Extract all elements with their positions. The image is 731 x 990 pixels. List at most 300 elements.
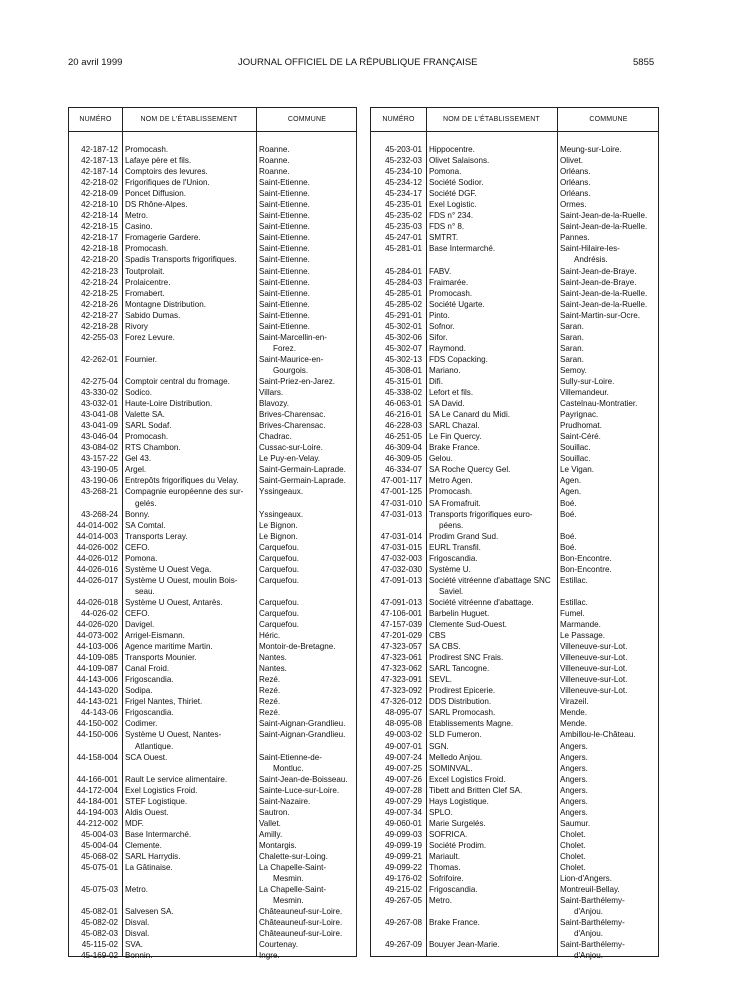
cell-nom: Gel 43. bbox=[125, 454, 152, 464]
cell-numero: 45-285-02 bbox=[385, 299, 422, 309]
table-row bbox=[371, 641, 658, 652]
cell-nom: Comptoir central du fromage. bbox=[125, 376, 230, 386]
cell-numero: 42-218-18 bbox=[81, 244, 118, 254]
cell-commune: Amilly. bbox=[259, 829, 283, 839]
table-row bbox=[69, 420, 356, 431]
table-row bbox=[371, 155, 658, 166]
table-row bbox=[371, 321, 658, 332]
table-right-body bbox=[371, 144, 658, 961]
table-row bbox=[69, 509, 356, 520]
table-left bbox=[68, 107, 357, 961]
cell-nom: Prodirest SNC Frais. bbox=[429, 653, 504, 663]
cell-commune: Saint-Etienne-de- bbox=[259, 752, 322, 762]
cell-commune: Saint-Barthélemy- bbox=[560, 918, 625, 928]
cell-commune: Montluc. bbox=[273, 763, 304, 773]
table-row bbox=[371, 873, 658, 884]
cell-numero: 45-302-01 bbox=[385, 321, 422, 331]
cell-nom: Metro. bbox=[125, 211, 148, 221]
table-row bbox=[371, 774, 658, 785]
cell-commune: Rezé. bbox=[259, 686, 281, 696]
cell-numero: 43-190-05 bbox=[81, 465, 118, 475]
table-row bbox=[371, 729, 658, 740]
cell-commune: Saint-Etienne. bbox=[259, 189, 310, 199]
cell-commune: Saint-Germain-Laprade. bbox=[259, 465, 346, 475]
table-row bbox=[69, 597, 356, 608]
cell-commune: Yssingeaux. bbox=[259, 487, 304, 497]
cell-numero: 42-218-10 bbox=[81, 200, 118, 210]
table-row bbox=[69, 266, 356, 277]
cell-commune: Châteauneuf-sur-Loire. bbox=[259, 929, 343, 939]
cell-numero: 42-275-04 bbox=[81, 376, 118, 386]
cell-nom: Société vitréenne d'abattage SNC bbox=[429, 575, 551, 585]
cell-commune: Ingre. bbox=[259, 951, 280, 961]
cell-commune: Saint-Jean-de-Braye. bbox=[560, 266, 637, 276]
cell-numero: 44-143-06 bbox=[81, 708, 118, 718]
cell-nom: Société Prodim. bbox=[429, 840, 487, 850]
cell-nom: Pinto. bbox=[429, 310, 450, 320]
cell-nom: Frigoscandia. bbox=[125, 708, 174, 718]
cell-commune: Agen. bbox=[560, 476, 582, 486]
cell-commune: Boé. bbox=[560, 509, 577, 519]
cell-numero: 47-201-029 bbox=[380, 631, 422, 641]
cell-numero: 45-004-04 bbox=[81, 840, 118, 850]
cell-nom: Bonny. bbox=[125, 509, 150, 519]
table-row bbox=[371, 442, 658, 453]
cell-numero: 43-268-24 bbox=[81, 509, 118, 519]
table-row bbox=[69, 564, 356, 575]
cell-nom: Prodirest Epicerie. bbox=[429, 686, 496, 696]
cell-commune: Angers. bbox=[560, 807, 588, 817]
table-row bbox=[69, 155, 356, 166]
cell-numero: 45-082-01 bbox=[81, 907, 118, 917]
cell-numero: 45-302-06 bbox=[385, 332, 422, 342]
cell-numero: 47-323-091 bbox=[380, 675, 422, 685]
cell-numero: 46-309-05 bbox=[385, 454, 422, 464]
table-row bbox=[69, 232, 356, 243]
cell-commune: Nantes. bbox=[259, 664, 287, 674]
cell-commune: Meung-sur-Loire. bbox=[560, 145, 622, 154]
table-row bbox=[69, 652, 356, 663]
cell-nom: Entrepôts frigorifiques du Velay. bbox=[125, 476, 239, 486]
table-row bbox=[371, 188, 658, 199]
cell-commune: Saint-Aignan-Grandlieu. bbox=[259, 719, 346, 729]
cell-numero: 47-323-062 bbox=[380, 664, 422, 674]
cell-commune: Carquefou. bbox=[259, 608, 300, 618]
cell-commune: Rezé. bbox=[259, 697, 281, 707]
cell-commune: Nantes. bbox=[259, 653, 287, 663]
cell-commune: Saint-Jean-de-la-Ruelle. bbox=[560, 222, 648, 232]
cell-commune: Chalette-sur-Loing. bbox=[259, 852, 328, 861]
cell-numero: 45-315-01 bbox=[385, 376, 422, 386]
table-row bbox=[69, 376, 356, 387]
cell-nom: Clemente. bbox=[125, 840, 162, 850]
cell-commune: Saint-Jean-de-la-Ruelle. bbox=[560, 211, 648, 221]
cell-numero: 42-218-27 bbox=[81, 310, 118, 320]
cell-commune: Angers. bbox=[560, 741, 588, 751]
col-header-commune: COMMUNE bbox=[287, 116, 327, 123]
table-row bbox=[69, 763, 356, 774]
cell-numero: 43-032-01 bbox=[81, 399, 118, 409]
cell-nom: Atlantique. bbox=[135, 741, 174, 751]
cell-nom: Frigel Nantes, Thiriet. bbox=[125, 697, 203, 707]
cell-nom: SEVL. bbox=[429, 675, 452, 685]
cell-numero: 46-251-05 bbox=[385, 432, 422, 442]
cell-nom: SOFRICA. bbox=[429, 829, 468, 839]
cell-numero: 47-032-030 bbox=[380, 564, 422, 574]
table-row bbox=[69, 243, 356, 254]
cell-nom: Barbelin Huguet. bbox=[429, 608, 490, 618]
cell-numero: 44-143-006 bbox=[76, 675, 118, 685]
table-row bbox=[69, 829, 356, 840]
table-row bbox=[371, 210, 658, 221]
cell-numero: 45-308-01 bbox=[385, 365, 422, 375]
cell-numero: 45-082-02 bbox=[81, 918, 118, 928]
cell-nom: Système U. bbox=[429, 564, 471, 574]
table-row bbox=[371, 685, 658, 696]
cell-commune: Saint-Etienne. bbox=[259, 222, 310, 232]
cell-commune: Brives-Charensac. bbox=[259, 410, 326, 420]
cell-numero: 42-218-17 bbox=[81, 233, 118, 243]
cell-commune: Carquefou. bbox=[259, 597, 300, 607]
cell-commune: Pannes. bbox=[560, 233, 590, 243]
table-row bbox=[371, 420, 658, 431]
cell-commune: Saint-Jean-de-la-Ruelle. bbox=[560, 299, 648, 309]
cell-numero: 46-063-01 bbox=[385, 399, 422, 409]
table-row bbox=[371, 707, 658, 718]
cell-nom: Société DGF. bbox=[429, 189, 477, 199]
cell-commune: Angers. bbox=[560, 785, 588, 795]
table-row bbox=[69, 398, 356, 409]
table-row bbox=[371, 939, 658, 950]
cell-numero: 43-041-08 bbox=[81, 410, 118, 420]
cell-commune: Orléans. bbox=[560, 189, 591, 199]
cell-commune: Saint-Etienne. bbox=[259, 321, 310, 331]
table-row bbox=[371, 376, 658, 387]
cell-nom: Valette SA. bbox=[125, 410, 165, 420]
table-row bbox=[371, 741, 658, 752]
table-row bbox=[371, 277, 658, 288]
cell-nom: Marie Surgelés. bbox=[429, 818, 486, 828]
cell-nom: CEFO. bbox=[125, 608, 150, 618]
table-row bbox=[371, 619, 658, 630]
cell-numero: 45-284-03 bbox=[385, 277, 422, 287]
cell-numero: 42-262-01 bbox=[81, 354, 118, 364]
table-row bbox=[371, 674, 658, 685]
cell-numero: 42-187-14 bbox=[81, 167, 118, 177]
cell-commune: Chadrac. bbox=[259, 432, 292, 442]
table-row bbox=[69, 166, 356, 177]
cell-numero: 46-334-07 bbox=[385, 465, 422, 475]
cell-numero: 44-014-003 bbox=[76, 531, 118, 541]
cell-commune: Saran. bbox=[560, 343, 584, 353]
cell-numero: 49-007-25 bbox=[385, 763, 422, 773]
cell-numero: 44-172-004 bbox=[76, 785, 118, 795]
table-row bbox=[371, 398, 658, 409]
cell-nom: RTS Chambon. bbox=[125, 443, 181, 453]
table-row bbox=[371, 199, 658, 210]
cell-nom: Pomona. bbox=[125, 553, 158, 563]
cell-numero: 47-323-092 bbox=[380, 686, 422, 696]
table-row bbox=[371, 288, 658, 299]
cell-commune: Le Vigan. bbox=[560, 465, 595, 475]
cell-nom: Compagnie européenne des sur- bbox=[125, 487, 244, 497]
table-row bbox=[371, 630, 658, 641]
cell-numero: 44-026-020 bbox=[76, 620, 118, 630]
cell-nom: CEFO. bbox=[125, 542, 150, 552]
cell-commune: Ambillou-le-Château. bbox=[560, 730, 636, 740]
cell-numero: 42-218-20 bbox=[81, 255, 118, 265]
table-row bbox=[69, 310, 356, 321]
table-row bbox=[371, 498, 658, 509]
cell-numero: 42-218-02 bbox=[81, 178, 118, 188]
cell-numero: 44-026-016 bbox=[76, 564, 118, 574]
cell-commune: Virazeil. bbox=[560, 697, 589, 707]
cell-numero: 44-143-021 bbox=[76, 697, 118, 707]
cell-numero: 45-281-01 bbox=[385, 244, 422, 254]
cell-nom: Prolaicentre. bbox=[125, 277, 171, 287]
cell-nom: Hippocentre. bbox=[429, 145, 475, 154]
cell-nom: Arrigel-Eismann. bbox=[125, 631, 185, 641]
table-row bbox=[69, 520, 356, 531]
table-row bbox=[69, 343, 356, 354]
table-row bbox=[69, 774, 356, 785]
cell-nom: SARL Tancogne. bbox=[429, 664, 490, 674]
cell-commune: Saint-Etienne. bbox=[259, 310, 310, 320]
cell-numero: 45-284-01 bbox=[385, 266, 422, 276]
cell-nom: Poncet Diffusion. bbox=[125, 189, 187, 199]
cell-numero: 44-212-002 bbox=[76, 818, 118, 828]
cell-nom: Raymond. bbox=[429, 343, 466, 353]
cell-nom: Prodim Grand Sud. bbox=[429, 531, 499, 541]
cell-nom: SA Comtal. bbox=[125, 520, 166, 530]
cell-commune: Le Bignon. bbox=[259, 531, 298, 541]
cell-nom: Casino. bbox=[125, 222, 153, 232]
table-row bbox=[69, 884, 356, 895]
cell-nom: Canal Froid. bbox=[125, 664, 170, 674]
table-row bbox=[69, 553, 356, 564]
cell-nom: FDS n° 8. bbox=[429, 222, 465, 232]
table-row bbox=[69, 387, 356, 398]
cell-commune: Marmande. bbox=[560, 620, 601, 630]
cell-nom: Brake France. bbox=[429, 443, 480, 453]
cell-numero: 47-326-012 bbox=[380, 697, 422, 707]
cell-commune: Prudhomat. bbox=[560, 421, 602, 431]
table-row bbox=[69, 464, 356, 475]
col-header-numero: NUMÉRO bbox=[79, 116, 112, 123]
cell-commune: Roanne. bbox=[259, 145, 290, 154]
cell-commune: Villeneuve-sur-Lot. bbox=[560, 686, 628, 696]
cell-nom: Société vitréenne d'abattage. bbox=[429, 597, 534, 607]
cell-numero: 45-247-01 bbox=[385, 233, 422, 243]
cell-numero: 44-194-003 bbox=[76, 807, 118, 817]
cell-commune: Saint-Hilaire-les- bbox=[560, 244, 620, 254]
cell-commune: Estillac. bbox=[560, 597, 588, 607]
table-row bbox=[69, 475, 356, 486]
cell-commune: Forez. bbox=[273, 343, 296, 353]
table-row bbox=[69, 498, 356, 509]
cell-commune: Ormes. bbox=[560, 200, 587, 210]
cell-nom: SARL Harrydis. bbox=[125, 852, 181, 861]
table-row bbox=[69, 409, 356, 420]
cell-commune: Boé. bbox=[560, 542, 577, 552]
cell-numero: 45-004-03 bbox=[81, 829, 118, 839]
cell-nom: Lefort et fils. bbox=[429, 388, 474, 398]
cell-nom: gelés. bbox=[135, 498, 157, 508]
cell-numero: 42-218-14 bbox=[81, 211, 118, 221]
cell-numero: 47-106-001 bbox=[380, 608, 422, 618]
cell-numero: 47-323-057 bbox=[380, 642, 422, 652]
cell-numero: 42-218-15 bbox=[81, 222, 118, 232]
cell-numero: 49-099-21 bbox=[385, 852, 422, 861]
table-left-body bbox=[69, 144, 356, 961]
cell-nom: Pomona. bbox=[429, 167, 462, 177]
cell-commune: Villars. bbox=[259, 388, 284, 398]
cell-commune: Cholet. bbox=[560, 863, 586, 873]
cell-commune: Villeneuve-sur-Lot. bbox=[560, 642, 628, 652]
cell-nom: Promocash. bbox=[429, 487, 473, 497]
table-row bbox=[371, 431, 658, 442]
table-row bbox=[69, 321, 356, 332]
cell-nom: Agence maritime Martin. bbox=[125, 642, 213, 652]
cell-commune: Cholet. bbox=[560, 840, 586, 850]
table-row bbox=[69, 199, 356, 210]
cell-numero: 44-158-004 bbox=[76, 752, 118, 762]
cell-numero: 47-001-125 bbox=[380, 487, 422, 497]
col-header-commune: COMMUNE bbox=[589, 116, 628, 123]
cell-numero: 43-268-21 bbox=[81, 487, 118, 497]
table-row bbox=[371, 597, 658, 608]
table-row bbox=[371, 884, 658, 895]
table-row bbox=[371, 166, 658, 177]
cell-numero: 49-007-28 bbox=[385, 785, 422, 795]
table-row bbox=[371, 652, 658, 663]
cell-nom: Sodipa. bbox=[125, 686, 153, 696]
cell-nom: Disval. bbox=[125, 918, 150, 928]
cell-nom: SA Le Canard du Midi. bbox=[429, 410, 510, 420]
cell-nom: Rault Le service alimentaire. bbox=[125, 774, 228, 784]
cell-numero: 47-031-015 bbox=[380, 542, 422, 552]
cell-nom: DS Rhône-Alpes. bbox=[125, 200, 188, 210]
cell-commune: Saint-Etienne. bbox=[259, 200, 310, 210]
cell-nom: Metro Agen. bbox=[429, 476, 473, 486]
cell-numero: 46-216-01 bbox=[385, 410, 422, 420]
cell-numero: 44-026-002 bbox=[76, 542, 118, 552]
cell-commune: Mende. bbox=[560, 708, 587, 718]
table-row bbox=[371, 895, 658, 906]
cell-nom: Système U Ouest Vega. bbox=[125, 564, 212, 574]
cell-nom: SARL Promocash. bbox=[429, 708, 496, 718]
table-row bbox=[69, 453, 356, 464]
cell-numero: 42-218-25 bbox=[81, 288, 118, 298]
table-row bbox=[371, 553, 658, 564]
cell-commune: Saint-Aignan-Grandlieu. bbox=[259, 730, 346, 740]
table-row bbox=[69, 221, 356, 232]
cell-nom: Disval. bbox=[125, 929, 150, 939]
table-row bbox=[69, 332, 356, 343]
cell-commune: Cholet. bbox=[560, 852, 586, 861]
cell-nom: SA CBS. bbox=[429, 642, 461, 652]
table-row bbox=[371, 796, 658, 807]
table-row bbox=[69, 707, 356, 718]
cell-numero: 49-267-05 bbox=[385, 896, 422, 906]
cell-commune: Le Bignon. bbox=[259, 520, 298, 530]
journal-title: JOURNAL OFFICIEL DE LA RÉPUBLIQUE FRANÇAISE bbox=[238, 57, 478, 68]
cell-nom: Mariault. bbox=[429, 852, 461, 861]
cell-commune: Le Puy-en-Velay. bbox=[259, 454, 321, 464]
cell-nom: Le Fin Quercy. bbox=[429, 432, 482, 442]
table-row bbox=[371, 542, 658, 553]
cell-numero: 44-014-002 bbox=[76, 520, 118, 530]
cell-commune: La Chapelle-Saint- bbox=[259, 885, 327, 895]
cell-numero: 45-234-17 bbox=[385, 189, 422, 199]
cell-nom: Sofnor. bbox=[429, 321, 455, 331]
cell-numero: 45-302-07 bbox=[385, 343, 422, 353]
cell-commune: Fumel. bbox=[560, 608, 585, 618]
table-row bbox=[69, 542, 356, 553]
cell-nom: Promocash. bbox=[429, 288, 473, 298]
cell-nom: Promocash. bbox=[125, 145, 169, 154]
cell-numero: 47-031-010 bbox=[380, 498, 422, 508]
table-row bbox=[371, 453, 658, 464]
cell-commune: Villemandeur. bbox=[560, 388, 609, 398]
cell-nom: Fromabert. bbox=[125, 288, 165, 298]
cell-numero: 49-267-09 bbox=[385, 940, 422, 950]
cell-commune: Montoir-de-Bretagne. bbox=[259, 642, 336, 652]
cell-commune: Mesmin. bbox=[273, 874, 304, 884]
cell-nom: Mariano. bbox=[429, 365, 461, 375]
table-row bbox=[371, 486, 658, 497]
cell-commune: Castelnau-Montratier. bbox=[560, 399, 638, 409]
table-row bbox=[371, 144, 658, 155]
table-row bbox=[69, 862, 356, 873]
table-row bbox=[371, 785, 658, 796]
cell-numero: 44-026-017 bbox=[76, 575, 118, 585]
cell-commune: Brives-Charensac. bbox=[259, 421, 326, 431]
cell-commune: Vallet. bbox=[259, 818, 281, 828]
cell-nom: Brake France. bbox=[429, 918, 480, 928]
cell-nom: Système U Ouest, Antarès. bbox=[125, 597, 223, 607]
table-row bbox=[69, 354, 356, 365]
cell-numero: 49-003-02 bbox=[385, 730, 422, 740]
table-row bbox=[371, 475, 658, 486]
cell-numero: 44-109-087 bbox=[76, 664, 118, 674]
cell-nom: SARL Sodaf. bbox=[125, 421, 172, 431]
table-row bbox=[69, 950, 356, 961]
cell-numero: 45-232-03 bbox=[385, 156, 422, 166]
cell-commune: Saint-Barthélemy- bbox=[560, 940, 625, 950]
table-row bbox=[69, 895, 356, 906]
cell-numero: 49-099-03 bbox=[385, 829, 422, 839]
cell-commune: Souillac. bbox=[560, 443, 591, 453]
cell-nom: Promocash. bbox=[125, 432, 169, 442]
cell-numero: 45-285-01 bbox=[385, 288, 422, 298]
cell-numero: 47-323-061 bbox=[380, 653, 422, 663]
cell-commune: Bon-Encontre. bbox=[560, 564, 612, 574]
table-row bbox=[371, 365, 658, 376]
cell-commune: Sautron. bbox=[259, 807, 290, 817]
table-row bbox=[371, 829, 658, 840]
table-row bbox=[69, 531, 356, 542]
cell-nom: Tibett and Britten Clef SA. bbox=[429, 785, 523, 795]
cell-nom: Aldis Ouest. bbox=[125, 807, 169, 817]
table-row bbox=[371, 917, 658, 928]
cell-nom: Melledo Anjou. bbox=[429, 752, 483, 762]
cell-commune: Saran. bbox=[560, 354, 584, 364]
col-header-nom: NOM DE L'ÉTABLISSEMENT bbox=[140, 116, 238, 123]
cell-nom: Frigoscandia. bbox=[429, 885, 478, 895]
cell-nom: FDS Copacking. bbox=[429, 354, 488, 364]
cell-numero: 44-150-002 bbox=[76, 719, 118, 729]
